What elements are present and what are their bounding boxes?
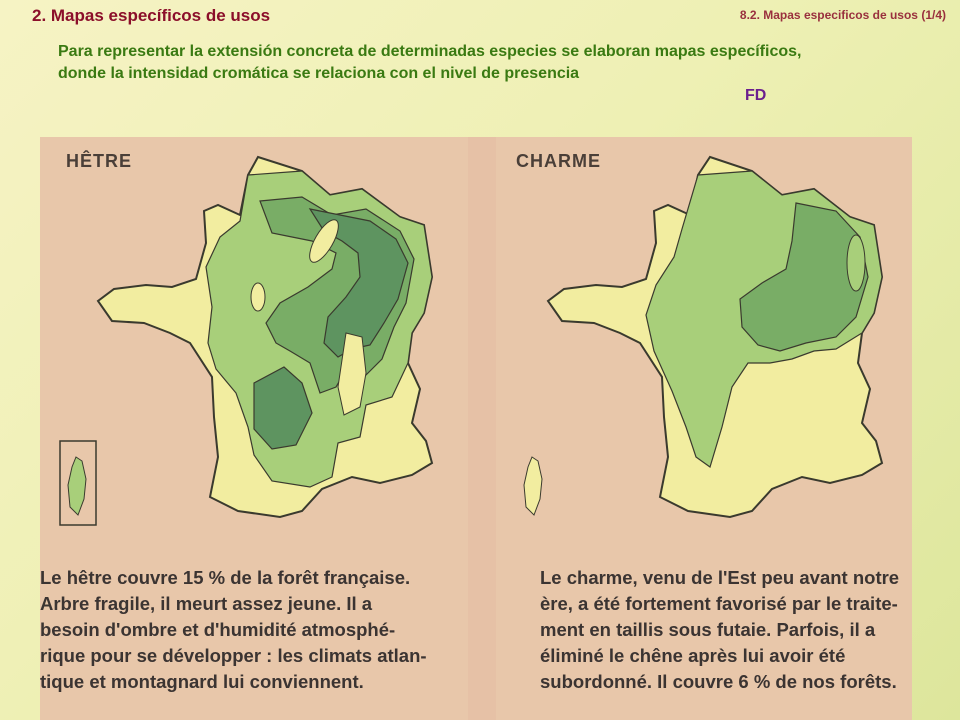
author-initials: FD	[745, 87, 767, 104]
hornbeam-caption-line-3: ment en taillis sous futaie. Parfois, il a	[540, 619, 876, 640]
beech-map-label: HÊTRE	[66, 151, 133, 171]
beech-caption	[40, 565, 427, 695]
intro-line-2: donde la intensidad cromática se relaciona con el nivel de presencia	[58, 65, 580, 82]
beech-caption-line-2: Arbre fragile, il meurt assez jeune. Il a	[40, 593, 373, 614]
hornbeam-caption-line-2: ère, a été fortement favorisé par le traite-	[540, 593, 898, 614]
hornbeam-medium-island-east	[847, 235, 865, 291]
intro-text	[58, 41, 948, 85]
page-gutter	[468, 137, 496, 720]
hornbeam-map-label: CHARME	[516, 151, 601, 171]
hornbeam-caption	[540, 565, 899, 695]
beech-caption-line-5: tique et montagnard lui conviennent.	[40, 671, 364, 692]
hornbeam-caption-line-5: subordonné. Il couvre 6 % de nos forêts.	[540, 671, 897, 692]
corsica-shape-hornbeam	[524, 457, 542, 515]
hornbeam-caption-line-1: Le charme, venu de l'Est peu avant notre	[540, 567, 900, 588]
section-reference: 8.2. Mapas especificos de usos (1/4)	[739, 8, 946, 22]
beech-caption-line-4: rique pour se développer : les climats atlan-	[40, 645, 427, 666]
beech-distribution-map	[40, 137, 468, 567]
slide-title: 2. Mapas específicos de usos	[32, 6, 271, 25]
beech-caption-line-1: Le hêtre couvre 15 % de la forêt française.	[40, 567, 411, 588]
hornbeam-caption-line-4: éliminé le chêne après lui avoir été	[540, 645, 846, 666]
beech-caption-line-3: besoin d'ombre et d'humidité atmosphé-	[40, 619, 396, 640]
scanned-map-figure	[40, 137, 912, 720]
corsica-shape-beech	[68, 457, 86, 515]
hornbeam-map-panel	[496, 137, 912, 720]
beech-light-island-center	[251, 283, 265, 311]
intro-line-1: Para representar la extensión concreta de determinadas especies se elaboran mapas específicos,	[58, 43, 802, 60]
hornbeam-distribution-map	[496, 137, 912, 567]
beech-map-panel	[40, 137, 468, 720]
